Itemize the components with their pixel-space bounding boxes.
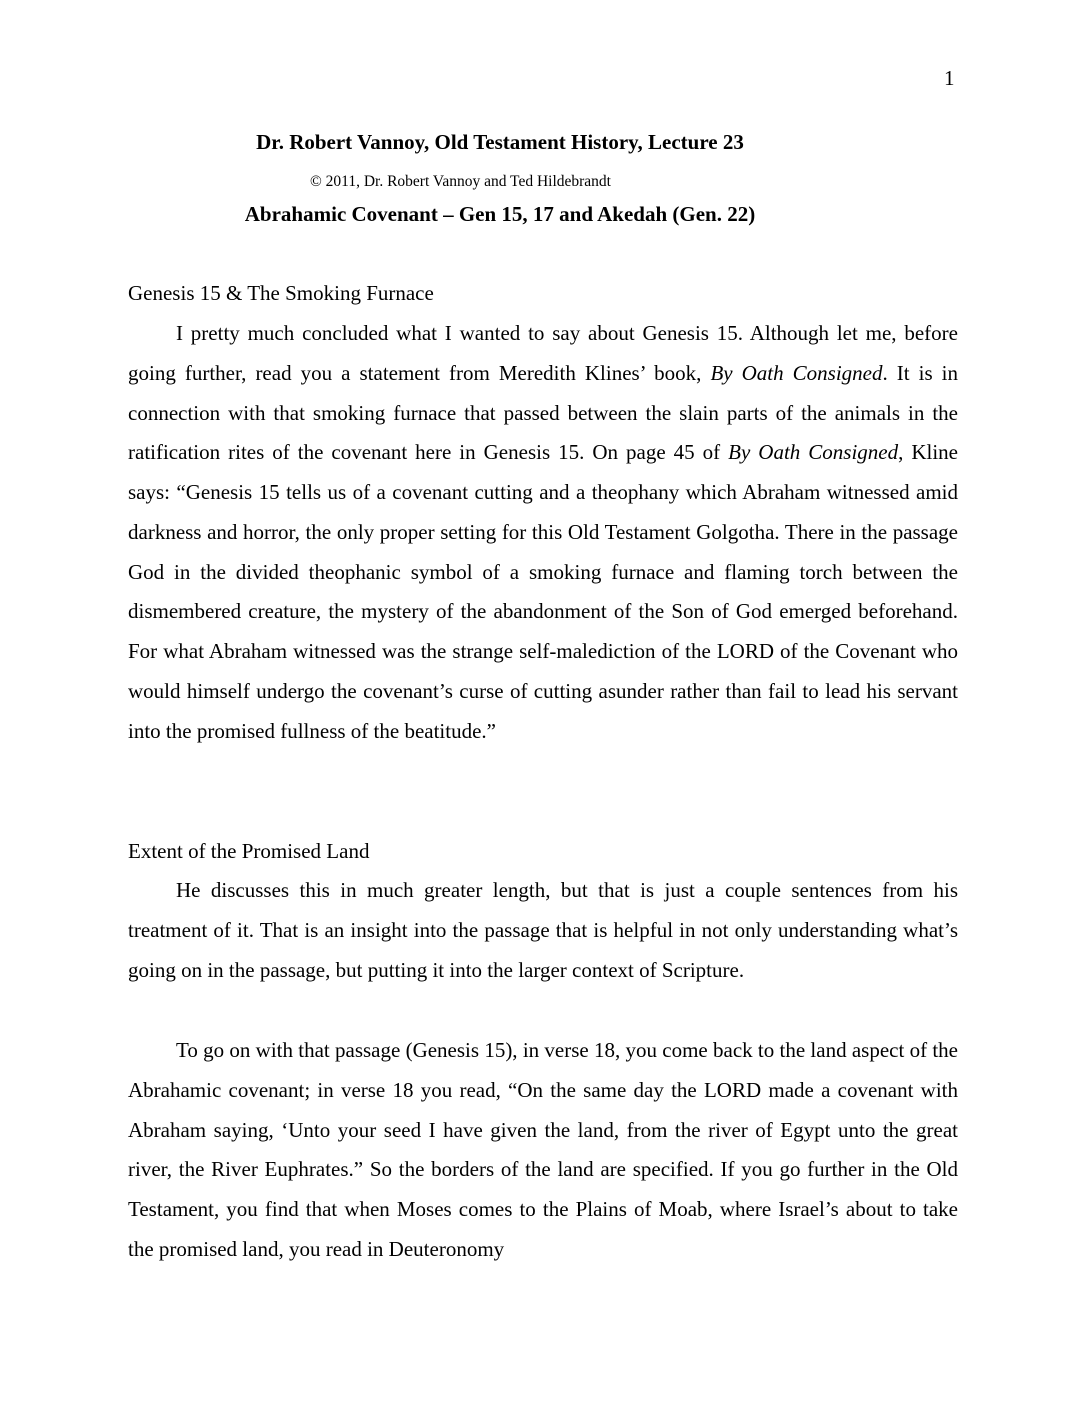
section-heading-promised-land: Extent of the Promised Land: [128, 839, 370, 863]
document-title: Dr. Robert Vannoy, Old Testament History, Lecture 23: [256, 130, 744, 154]
paragraph-insight: He discusses this in much greater length, but that is just a couple sentences from his treatment of it. That is an insight into the passage that is helpful in not only understanding what’s going on in the passage, but putting it into the larger context of Scripture.: [128, 878, 958, 982]
copyright-line: © 2011, Dr. Robert Vannoy and Ted Hildebrandt: [310, 173, 611, 190]
document-subtitle: Abrahamic Covenant – Gen 15, 17 and Akedah (Gen. 22): [244, 202, 756, 226]
paragraph-text: I pretty much concluded what I wanted to say about Genesis 15. Although let me, before going further, read you a statement from Meredith Klines’ book,: [128, 321, 958, 385]
paragraph-text: , Kline says: “Genesis 15 tells us of a covenant cutting and a theophany which Abraham witnessed amid darkness and horror, the only proper setting for this Old Testament Golgotha. There in the passage God in the divided theophanic symbol of a smoking furnace and flaming torch between the dismembered creature, the mystery of the abandonment of the Son of God emerged beforehand. For what Abraham witnessed was the strange self-malediction of the LORD of the Covenant who would himself undergo the covenant’s curse of cutting asunder rather than fail to lead his servant into the promised fullness of the beatitude.”: [128, 440, 959, 743]
paragraph-text: . It is in connection with that smoking furnace that passed between the slain parts of the animals in the ratification rites of the covenant here in Genesis 15. On page 45 of: [128, 360, 958, 465]
page-number: 1: [944, 66, 955, 90]
book-title: By Oath Consigned: [728, 440, 899, 465]
book-title: By Oath Consigned: [710, 360, 883, 385]
section-heading-smoking-furnace: Genesis 15 & The Smoking Furnace: [128, 281, 434, 305]
paragraph-kline-quote: [128, 314, 958, 751]
paragraph-verse-18: To go on with that passage (Genesis 15), in verse 18, you come back to the land aspect of the Abrahamic covenant; in verse 18 you read, “On the same day the LORD made a covenant with Abraham saying, ‘Unto your seed I have given the land, from the river of Egypt unto the great river, the River Euphrates.” So the borders of the land are specified. If you go further in the Old Testament, you find that when Moses comes to the Plains of Moab, where Israel’s about to take the promised land, you read in Deuteronomy: [128, 1038, 958, 1261]
